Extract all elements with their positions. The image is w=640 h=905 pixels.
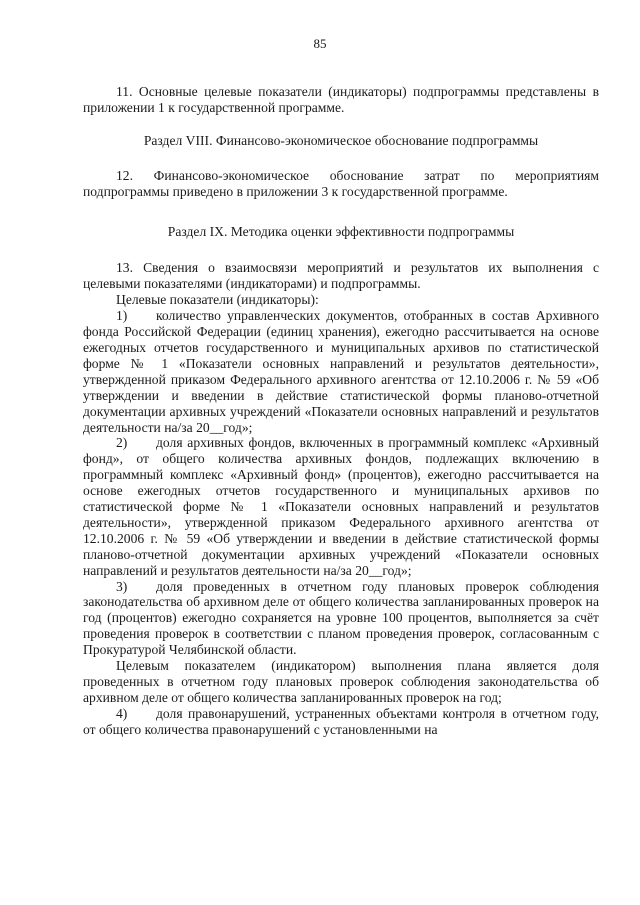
list-item-2 bbox=[83, 435, 599, 578]
section-heading-viii: Раздел VIII. Финансово-экономическое обоснование подпрограммы bbox=[143, 132, 539, 148]
list-item-text: доля архивных фондов, включенных в программный комплекс «Архивный фонд», от общего количества архивных фондов, подлежащих включению в программный комплекс «Архивный фонд» (процентов), ежегодно рассчитывается на основе ежегодных отчетов государственного и муниципальных архивов по статистической форме № 1 «Показатели основных направлений и результатов деятельности», утвержденной приказом Федерального архивного агентства от 12.10.2006 г. № 59 «Об утверждении и введении в действие статистической формы планово-отчетной документации архивных учреждений «Показатели основных направлений и результатов деятельности на/за 20__год»; bbox=[83, 435, 599, 578]
list-item-text: доля проведенных в отчетном году плановых проверок соблюдения законодательства об архивном деле от общего количества запланированных проверок на год (процентов) ежегодно сохраняется на уровне 100 процентов, выполняется за счёт проведения проверок в соответствии с планом проведения проверок, согласованным с Прокуратурой Челябинской области. bbox=[83, 578, 599, 658]
indicators-intro: Целевые показатели (индикаторы): bbox=[116, 292, 319, 308]
list-item-number: 2) bbox=[116, 435, 128, 451]
section-heading-ix: Раздел IX. Методика оценки эффективности подпрограммы bbox=[167, 223, 515, 239]
list-item-text: доля правонарушений, устраненных объектами контроля в отчетном году, от общего количества правонарушений с установленными на bbox=[83, 705, 599, 737]
list-item-number: 1) bbox=[116, 308, 128, 324]
page-number: 85 bbox=[313, 36, 327, 51]
list-item-text: количество управленческих документов, отобранных в состав Архивного фонда Российской Федерации (единиц хранения), ежегодно рассчитывается на основе ежегодных отчетов государственного и муниципальных архивов по статистической форме № 1 «Показатели основных направлений и результатов деятельности», утвержденной приказом Федерального архивного агентства от 12.10.2006 г. № 59 «Об утверждении и введении в действие статистической формы планово-отчетной документации архивных учреждений «Показатели основных направлений и результатов деятельности на/за 20__год»; bbox=[83, 308, 599, 435]
page-content bbox=[83, 84, 599, 738]
list-item-1 bbox=[83, 308, 599, 435]
list-item-4 bbox=[83, 706, 599, 738]
list-item-number: 3) bbox=[116, 578, 128, 594]
paragraph-13: 13. Сведения о взаимосвязи мероприятий и результатов их выполнения с целевыми показателями (индикаторами) и подпрограммы. bbox=[83, 260, 599, 292]
list-item-number: 4) bbox=[116, 705, 128, 721]
target-indicator-paragraph: Целевым показателем (индикатором) выполнения плана является доля проведенных в отчетном году плановых проверок соблюдения законодательства об архивном деле от общего количества запланированных проверок на год; bbox=[83, 658, 599, 705]
paragraph-12: 12. Финансово-экономическое обоснование затрат по мероприятиям подпрограммы приведено в приложении 3 к государственной программе. bbox=[83, 167, 599, 199]
paragraph-11: 11. Основные целевые показатели (индикаторы) подпрограммы представлены в приложении 1 к государственной программе. bbox=[83, 84, 599, 115]
list-item-3 bbox=[83, 579, 599, 659]
